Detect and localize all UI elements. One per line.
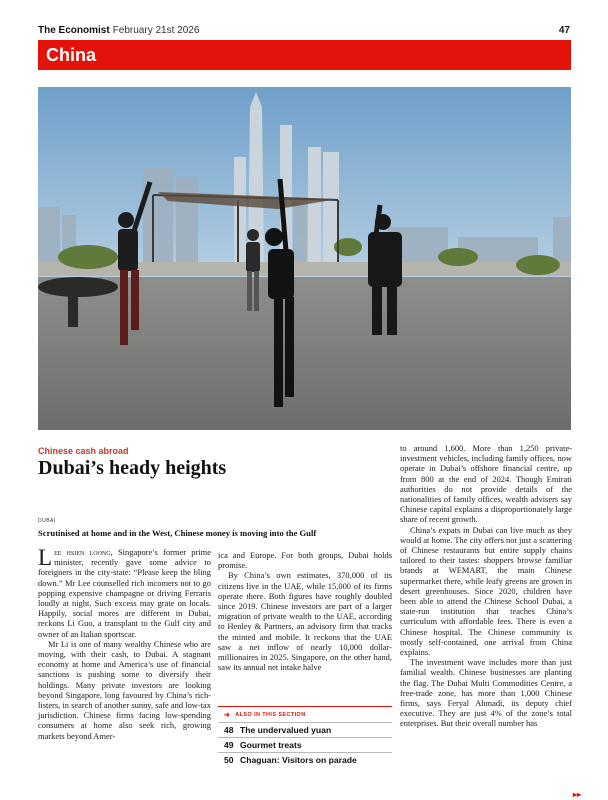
double-chevron-right-icon[interactable]: ▸▸	[573, 790, 582, 799]
section-title: China	[46, 44, 97, 65]
article-paragraph: Mr Li is one of many wealthy Chinese who are moving, with their cash, to Dubai. A stagnant economy at home and America’s use of financial sanctions is pushing some to diversify their holdings. Many private investors are looking beyond Singapore, long favoured by China’s rich-listers, in search of another sunny, safe and low-tax jurisdiction. Chinese firms facing low-spending consumers at home also seek rich, growing markets beyond Amer-	[38, 638, 211, 741]
lead-text: , Singapore’s former prime minister, recently gave some advice to foreigners in the city-state: “Please keep the bling down.” Mr Lee counselled rich incomers not to go popping expensive champagne or driving Ferraris loudly at night. Such excess may grate on locals. Happily, social mores are different in Dubai, reckons Li Guo, a transplant to the Gulf city and owner of an Italian sportscar.	[38, 547, 211, 639]
also-link-page: 48	[224, 725, 234, 735]
issue-date: February 21st 2026	[112, 25, 200, 36]
article-kicker: Chinese cash abroad	[38, 446, 129, 456]
article-paragraph: ica and Europe. For both groups, Dubai holds promise.	[218, 550, 392, 571]
masthead	[38, 20, 570, 34]
article-headline: Dubai’s heady heights	[38, 457, 227, 479]
article-rubric: Scrutinised at home and in the West, Chinese money is moving into the Gulf	[38, 528, 317, 538]
also-link-item[interactable]	[218, 722, 392, 737]
article-column-3	[400, 443, 572, 729]
publication-info	[38, 20, 199, 38]
also-link-item[interactable]	[218, 752, 392, 767]
article-photo	[38, 87, 571, 430]
also-in-section-box	[218, 706, 392, 767]
also-link-title: Chaguan: Visitors on parade	[240, 755, 357, 765]
rooftop-photo-illustration	[38, 87, 571, 430]
also-in-section-header	[218, 707, 392, 722]
publication-name: The Economist	[38, 25, 110, 36]
right-arrow-icon: ➔	[224, 712, 231, 719]
also-in-section-label: ALSO IN THIS SECTION	[235, 712, 306, 718]
article-paragraph: to around 1,600. More than 1,250 private-investment vehicles, including family offices, now operate in Dubai’s offshore financial centre, up from 800 at the end of 2024. Though Emirati authorities do not provide details of the nationalities of family offices, wealth advisers say Chinese capital explains a disproportionately large share of recent growth.	[400, 443, 572, 525]
article-column-2	[218, 550, 392, 672]
page-number: 47	[558, 25, 570, 36]
also-link-item[interactable]	[218, 737, 392, 752]
article-paragraph: China’s expats in Dubai can live much as they would at home. The city offers not just a scattering of Chinese restaurants but entire supply chains tailored to their tastes: shoppers browse familiar brands at WEMART, the main Chinese supermarket there, while leafy greens are grown in desert greenhouses. Since 2020, children have been able to attend the Chinese School Dubai, a state-run institution that teaches China’s curriculum with affordable fees. There is even a Chinese hospital. The Chinese community is mostly self-contained, one arrival from China explains.	[400, 524, 572, 658]
article-paragraph: The investment wave includes more than just familial wealth. Chinese businesses are planting the flag. The Dubai Multi Commodities Centre, a free-trade zone, has more than 1,000 Chinese firms, says Feryal Ahmadi, its deputy chief executive. They are just 4% of the zone’s total enterprises. But their overall number has	[400, 657, 572, 729]
also-link-title: Gourmet treats	[240, 740, 302, 750]
drop-cap: L	[38, 545, 53, 570]
also-link-title: The undervalued yuan	[240, 725, 332, 735]
article-column-1	[38, 547, 211, 741]
article-dateline: DUBAI	[38, 518, 56, 524]
article-paragraph	[38, 547, 211, 639]
section-banner	[38, 40, 571, 70]
also-link-page: 49	[224, 740, 234, 750]
lead-smallcaps: ee hsien loong	[54, 547, 111, 557]
article-paragraph: By China’s own estimates, 370,000 of its citizens live in the UAE, while 15,000 of its firms operate there. Both figures have roughly doubled since 2019. Chinese investors are part of a larger migration of private wealth to the UAE, according to Henley & Partners, an advisory firm that tracks the minted and mobile. It reckons that the UAE saw a net inflow of nearly 10,000 dollar-millionaires in 2025. Singapore, on the other hand, saw its annual net intake halve	[218, 570, 392, 673]
also-link-page: 50	[224, 755, 234, 765]
